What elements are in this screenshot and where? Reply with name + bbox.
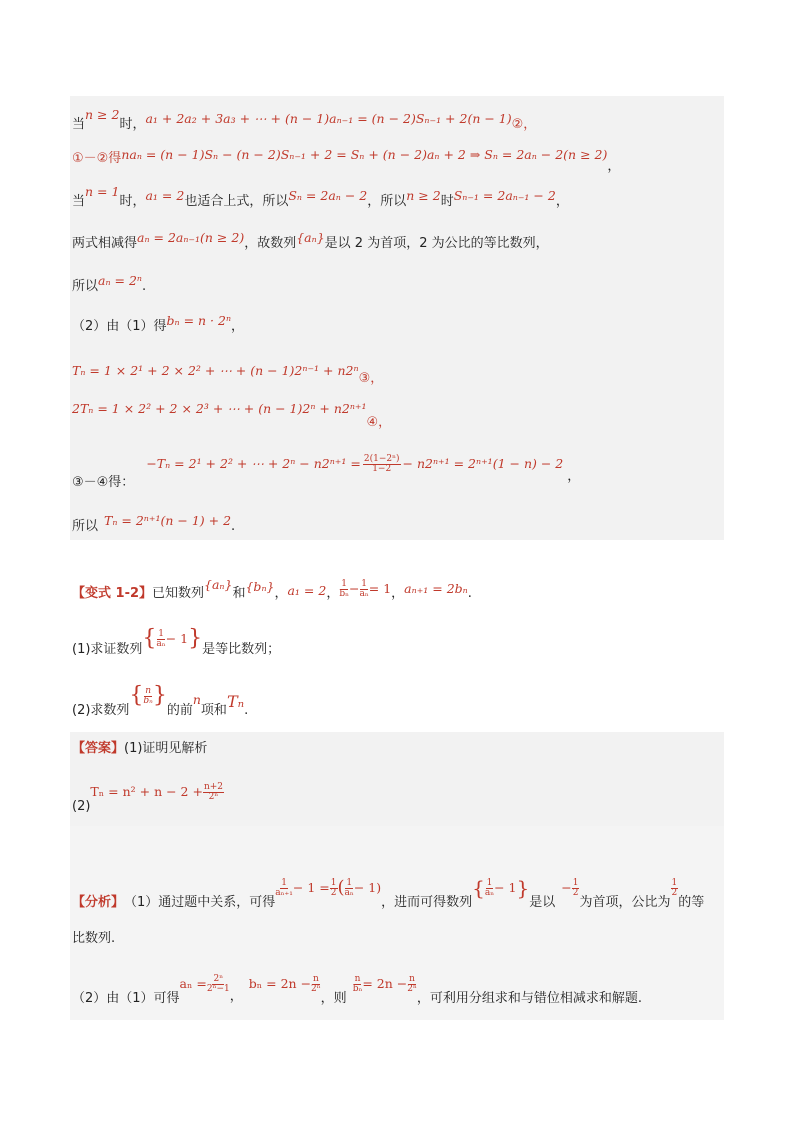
math-equation: − n2ⁿ⁺¹ = 2ⁿ⁺¹(1 − n) − 2 bbox=[402, 456, 564, 472]
math-equation: aₙ = bbox=[179, 976, 207, 992]
math-equation: aₙ = 2ⁿ bbox=[98, 272, 142, 288]
answer-line-1 bbox=[72, 742, 207, 755]
analysis-label: 【分析】 bbox=[72, 894, 125, 910]
fraction-numerator: 1 bbox=[341, 579, 348, 589]
fraction bbox=[330, 879, 338, 898]
solution-line-7 bbox=[72, 362, 384, 386]
analysis-line-2 bbox=[72, 932, 115, 945]
analysis-line-1 bbox=[72, 876, 705, 910]
fraction bbox=[353, 975, 363, 994]
math-sequence: {bₙ} bbox=[245, 579, 275, 595]
brace-open: { bbox=[472, 876, 485, 900]
fraction-denominator: 2 bbox=[572, 887, 579, 898]
math-variable: n bbox=[192, 691, 201, 707]
variant-question-2 bbox=[72, 683, 249, 718]
math-equation: = 2n − bbox=[362, 976, 408, 992]
text: 时 bbox=[440, 194, 454, 209]
math-equation: − 1 bbox=[165, 630, 189, 646]
fraction-denominator: 1−2 bbox=[372, 464, 392, 474]
text: 时， bbox=[119, 117, 146, 132]
math-equation: a₁ + 2a₂ + 3a₃ + ⋯ + (n − 1)aₙ₋₁ = (n − 2)Sₙ₋₁ + 2(n − 1) bbox=[145, 110, 512, 126]
fraction bbox=[203, 783, 224, 802]
text: 所以 bbox=[72, 279, 99, 294]
fraction-denominator: 2 bbox=[671, 887, 678, 898]
brace-open: { bbox=[142, 626, 157, 651]
fraction-denominator: aₙ bbox=[484, 887, 495, 898]
text: （2）由（1）得 bbox=[72, 319, 167, 334]
math-equation: Tₙ = n² + n − 2 + bbox=[90, 784, 203, 800]
text: (2)求数列 bbox=[72, 702, 130, 718]
math-sequence: {aₙ} bbox=[296, 229, 325, 245]
text: 是以 2 为首项，2 为公比的等比数列， bbox=[324, 236, 549, 251]
equation-tag: ②， bbox=[511, 117, 537, 132]
text: (1)证明见解析 bbox=[124, 741, 208, 756]
fraction bbox=[339, 580, 349, 599]
text: ，进而可得数列 bbox=[381, 894, 473, 910]
fraction-denominator: bₙ bbox=[339, 589, 349, 599]
text: 项和 bbox=[200, 702, 227, 718]
fraction-denominator: aₙ bbox=[156, 638, 166, 649]
variant-label: 【变式 1-2】 bbox=[72, 586, 153, 601]
fraction-denominator: aₙ bbox=[359, 589, 369, 599]
fraction bbox=[572, 879, 580, 898]
text: ， bbox=[391, 586, 405, 601]
fraction bbox=[275, 879, 293, 898]
math-equation: −Tₙ = 2¹ + 2² + ⋯ + 2ⁿ − n2ⁿ⁺¹ = bbox=[146, 456, 361, 472]
brace-close: } bbox=[516, 876, 530, 900]
fraction-denominator: 2 bbox=[330, 887, 337, 898]
variant-question-1 bbox=[72, 626, 281, 657]
fraction-denominator: 2ⁿ−1 bbox=[206, 984, 230, 994]
fraction-numerator: 1 bbox=[346, 877, 353, 888]
text: ③－④得： bbox=[72, 475, 135, 490]
text: （1）通过题中关系，可得 bbox=[124, 894, 276, 910]
math-condition: n ≥ 2 bbox=[85, 106, 120, 122]
fraction-denominator: 2ⁿ bbox=[407, 984, 417, 994]
fraction bbox=[345, 879, 354, 898]
fraction bbox=[671, 879, 679, 898]
fraction-numerator: 1 bbox=[361, 579, 367, 589]
math-equation: Tₙ = 1 × 2¹ + 2 × 2² + ⋯ + (n − 1)2ⁿ⁻¹ + n2ⁿ bbox=[72, 362, 359, 378]
text: 当 bbox=[72, 117, 86, 132]
math-equation: Tₙ = 2ⁿ⁺¹(n − 1) + 2 bbox=[104, 512, 232, 528]
text: 是以 bbox=[529, 894, 556, 910]
fraction-numerator: 1 bbox=[671, 877, 678, 888]
math-equation: 2Tₙ = 1 × 2² + 2 × 2³ + ⋯ + (n − 1)2ⁿ + n2ⁿ⁺¹ bbox=[72, 400, 367, 416]
analysis-line-3 bbox=[72, 974, 643, 1006]
text: . bbox=[141, 279, 147, 294]
answer-line-2 bbox=[72, 782, 224, 814]
fraction bbox=[485, 879, 494, 898]
text: 已知数列 bbox=[152, 586, 205, 601]
math-variable: Tₙ bbox=[226, 692, 245, 711]
text: ①－②得 bbox=[72, 151, 122, 166]
text: . bbox=[231, 519, 236, 534]
math-condition: aₙ₊₁ = 2bₙ bbox=[404, 581, 468, 597]
math-condition: a₁ = 2 bbox=[287, 583, 327, 599]
solution-line-9 bbox=[72, 454, 581, 490]
text: 两式相减得 bbox=[72, 236, 138, 251]
text: 的前 bbox=[166, 702, 193, 718]
fraction-numerator: n bbox=[409, 974, 415, 984]
math-equation: a₁ = 2 bbox=[145, 187, 185, 203]
equation-tag: ③， bbox=[358, 371, 384, 386]
math-condition: n = 1 bbox=[85, 183, 120, 199]
solution-line-4 bbox=[72, 229, 549, 251]
brace-open: { bbox=[129, 683, 144, 708]
variant-statement bbox=[72, 577, 472, 603]
text: 和 bbox=[232, 586, 246, 601]
text: ， bbox=[231, 319, 245, 334]
fraction bbox=[363, 455, 401, 474]
text: ， bbox=[229, 989, 243, 1004]
text: 为首项，公比为 bbox=[579, 894, 671, 910]
fraction-numerator: 1 bbox=[486, 877, 493, 888]
math-equation: Sₙ = 2aₙ − 2 bbox=[288, 187, 368, 203]
text: (1)求证数列 bbox=[72, 641, 143, 657]
text: ， bbox=[274, 586, 288, 601]
solution-line-6 bbox=[72, 312, 245, 334]
fraction-numerator: 2ⁿ bbox=[213, 974, 224, 984]
fraction bbox=[143, 687, 152, 706]
text: ， bbox=[607, 159, 621, 174]
math-equation: Sₙ₋₁ = 2aₙ₋₁ − 2 bbox=[453, 187, 556, 203]
solution-line-5 bbox=[72, 272, 147, 294]
math-equation: − 1) bbox=[353, 879, 382, 895]
text: ，所以 bbox=[367, 194, 407, 209]
fraction-numerator: n bbox=[145, 685, 152, 696]
text: ，故数列 bbox=[244, 236, 297, 251]
solution-line-8 bbox=[72, 400, 392, 430]
fraction bbox=[156, 630, 165, 649]
text: (2) bbox=[72, 799, 91, 814]
text: ， bbox=[555, 194, 569, 209]
math-operator: − bbox=[349, 581, 360, 597]
equation-tag: ④， bbox=[366, 415, 392, 430]
text: 的等 bbox=[678, 894, 705, 910]
math-equation: aₙ = 2aₙ₋₁(n ≥ 2) bbox=[137, 229, 245, 245]
math-equation: bₙ = 2n − bbox=[248, 976, 312, 992]
math-equation: − 1 bbox=[494, 879, 517, 895]
text: 也适合上式，所以 bbox=[184, 194, 289, 209]
fraction bbox=[311, 975, 321, 994]
text: 所以 bbox=[72, 519, 99, 534]
fraction-denominator: 2ⁿ bbox=[311, 984, 321, 994]
fraction-denominator: bₙ bbox=[352, 984, 363, 994]
answer-label: 【答案】 bbox=[72, 741, 125, 756]
text: . bbox=[244, 702, 249, 718]
fraction-numerator: 1 bbox=[572, 877, 579, 888]
math-sequence: {aₙ} bbox=[204, 577, 233, 593]
fraction-denominator: 2ⁿ bbox=[208, 792, 219, 802]
math-condition: n ≥ 2 bbox=[406, 187, 441, 203]
solution-line-3 bbox=[72, 183, 569, 209]
fraction bbox=[407, 975, 417, 994]
fraction bbox=[207, 975, 230, 994]
text: 比数列. bbox=[72, 931, 116, 946]
text: 当 bbox=[72, 194, 86, 209]
paren-open: ( bbox=[337, 877, 345, 898]
math-equation: − 1 = bbox=[292, 879, 330, 895]
fraction-numerator: 1 bbox=[281, 877, 287, 888]
fraction-numerator: n bbox=[354, 974, 361, 984]
text: ， bbox=[326, 586, 340, 601]
solution-line-2 bbox=[72, 146, 621, 174]
text: 是等比数列； bbox=[202, 641, 281, 657]
text: ，可利用分组求和与错位相减求和解题. bbox=[416, 991, 643, 1006]
fraction-numerator: 1 bbox=[330, 877, 337, 888]
brace-close: } bbox=[188, 626, 203, 651]
fraction-numerator: 2(1−2ⁿ) bbox=[363, 454, 400, 464]
text: 时， bbox=[119, 194, 146, 209]
math-equation: bₙ = n · 2ⁿ bbox=[166, 312, 232, 328]
fraction-numerator: 1 bbox=[158, 628, 164, 639]
text: . bbox=[467, 586, 472, 601]
fraction-numerator: n+2 bbox=[203, 782, 224, 792]
brace-close: } bbox=[152, 683, 167, 708]
solution-line-10 bbox=[72, 512, 236, 534]
fraction bbox=[359, 580, 368, 599]
math-equation: naₙ = (n − 1)Sₙ − (n − 2)Sₙ₋₁ + 2 = Sₙ + (n − 2)aₙ + 2 ⇒ Sₙ = 2aₙ − 2(n ≥ 2) bbox=[121, 146, 608, 162]
fraction-denominator: aₙ bbox=[344, 887, 354, 898]
math-equation: = 1 bbox=[368, 581, 392, 597]
text: ，则 bbox=[320, 991, 347, 1006]
fraction-numerator: n bbox=[312, 974, 319, 984]
fraction-denominator: bₙ bbox=[143, 695, 153, 706]
math-operator: − bbox=[561, 879, 572, 895]
text: （2）由（1）可得 bbox=[72, 991, 180, 1006]
solution-line-1 bbox=[72, 106, 537, 132]
text: ， bbox=[567, 469, 581, 484]
fraction-denominator: aₙ₊₁ bbox=[275, 887, 293, 898]
